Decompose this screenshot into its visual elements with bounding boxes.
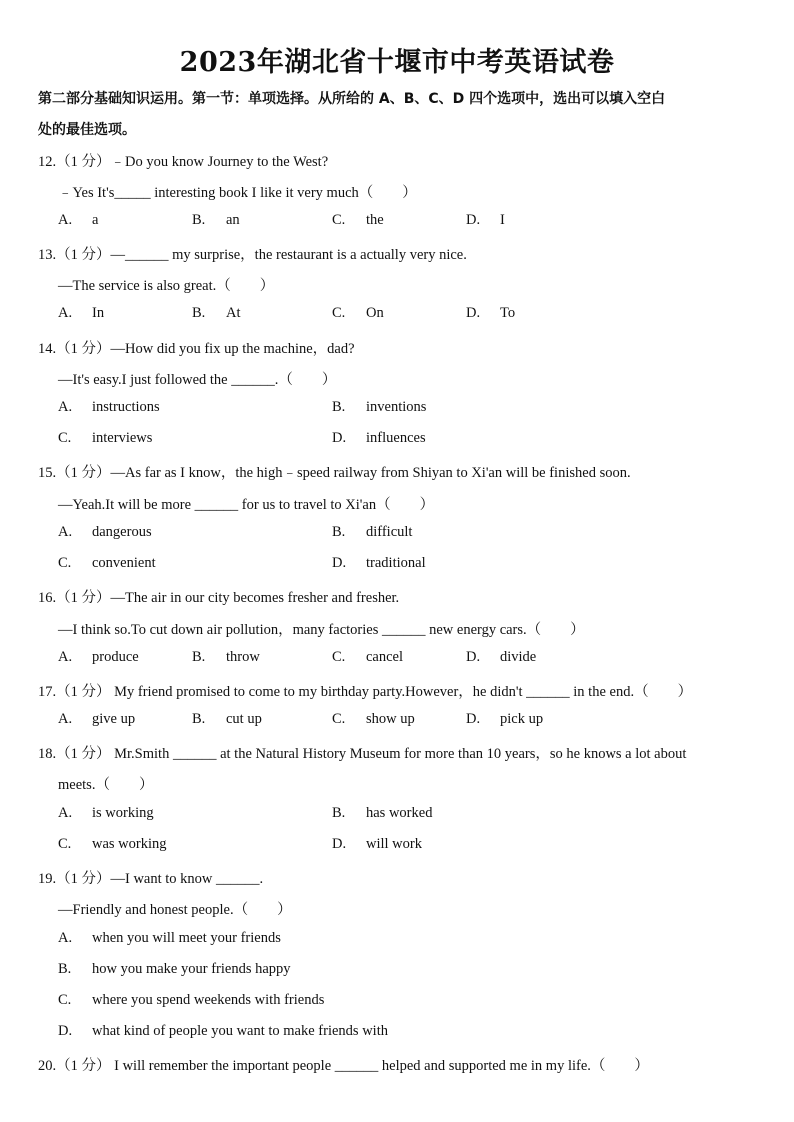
question-18-stem: 18.（1 分） Mr.Smith ______ at the Natural History Museum for more than 10 years，so he knows a lot about [38, 746, 687, 762]
question-16-response: —I think so.To cut down air pollution，many factories ______ new energy cars.（ ） [58, 622, 585, 638]
option-text: has worked [366, 805, 433, 821]
option-19-d [58, 1023, 388, 1040]
option-letter: A. [58, 399, 73, 415]
option-letter: C. [58, 555, 72, 571]
option-text: show up [366, 711, 415, 727]
option-text: dangerous [92, 524, 152, 540]
option-text: throw [226, 649, 260, 665]
option-letter: D. [332, 555, 347, 571]
option-16-b [192, 649, 260, 666]
option-letter: A. [58, 805, 73, 821]
question-18-stem-cont: meets.（ ） [58, 777, 154, 793]
question-19-response: —Friendly and honest people.（ ） [58, 902, 292, 918]
option-letter: D. [332, 836, 347, 852]
option-letter: D. [466, 212, 481, 228]
option-letter: B. [192, 649, 206, 665]
question-14-stem: 14.（1 分）—How did you fix up the machine，dad? [38, 341, 355, 357]
option-text: what kind of people you want to make friends with [92, 1023, 388, 1039]
option-19-c [58, 992, 324, 1009]
question-20-stem: 20.（1 分） I will remember the important people ______ helped and supported me in my life.（ ） [38, 1058, 649, 1074]
question-13-response: —The service is also great.（ ） [58, 278, 275, 294]
option-16-a [58, 649, 139, 666]
option-text: cut up [226, 711, 262, 727]
option-18-d [332, 836, 422, 853]
option-text: divide [500, 649, 537, 665]
option-19-b [58, 961, 291, 978]
option-letter: C. [58, 992, 72, 1008]
option-text: I [500, 212, 505, 228]
option-letter: A. [58, 930, 73, 946]
option-15-d [332, 555, 426, 572]
question-15-stem: 15.（1 分）—As far as I know，the high﹣speed railway from Shiyan to Xi'an will be finished soon. [38, 465, 631, 481]
option-letter: B. [192, 212, 206, 228]
option-letter: C. [332, 649, 346, 665]
option-text: the [366, 212, 384, 228]
option-letter: A. [58, 305, 73, 321]
option-letter: A. [58, 649, 73, 665]
option-text: instructions [92, 399, 160, 415]
option-text: a [92, 212, 99, 228]
question-12-response: ﹣Yes It's_____ interesting book I like it very much（ ） [58, 185, 417, 201]
option-letter: C. [332, 305, 346, 321]
option-letter: B. [332, 524, 346, 540]
option-14-a [58, 399, 160, 416]
option-letter: C. [332, 711, 346, 727]
option-letter: B. [192, 305, 206, 321]
question-15-response: —Yeah.It will be more ______ for us to travel to Xi'an（ ） [58, 497, 435, 513]
option-text: In [92, 305, 105, 321]
option-text: give up [92, 711, 136, 727]
option-text: will work [366, 836, 422, 852]
option-letter: A. [58, 524, 73, 540]
option-text: is working [92, 805, 154, 821]
option-text: produce [92, 649, 139, 665]
option-letter: C. [58, 836, 72, 852]
option-text: where you spend weekends with friends [92, 992, 325, 1008]
question-14-response: —It's easy.I just followed the ______.（ ） [58, 372, 337, 388]
option-17-c [332, 711, 415, 728]
option-17-b [192, 711, 262, 728]
option-13-d [466, 305, 515, 322]
option-16-d [466, 649, 536, 666]
option-text: interviews [92, 430, 153, 446]
option-19-a [58, 930, 281, 947]
option-text: how you make your friends happy [92, 961, 291, 977]
option-text: cancel [366, 649, 404, 665]
option-letter: C. [58, 430, 72, 446]
option-15-b [332, 524, 412, 541]
option-letter: D. [332, 430, 347, 446]
option-13-c [332, 305, 384, 322]
question-16-stem: 16.（1 分）—The air in our city becomes fresher and fresher. [38, 590, 400, 606]
question-19-stem: 19.（1 分）—I want to know ______. [38, 871, 264, 887]
option-letter: B. [192, 711, 206, 727]
option-18-c [58, 836, 167, 853]
option-letter: B. [332, 399, 346, 415]
option-text: an [226, 212, 240, 228]
option-16-c [332, 649, 403, 666]
option-12-b [192, 212, 240, 229]
option-letter: B. [58, 961, 72, 977]
option-letter: A. [58, 711, 73, 727]
section-instructions-cont: 处的最佳选项。 [38, 122, 136, 138]
option-letter: A. [58, 212, 73, 228]
option-text: To [500, 305, 516, 321]
option-14-d [332, 430, 426, 447]
section-instructions: 第二部分基础知识运用。第一节：单项选择。从所给的 A、B、C、D 四个选项中，选出可以填入空白 [38, 91, 666, 107]
option-letter: B. [332, 805, 346, 821]
question-13-stem: 13.（1 分）—______ my surprise，the restaurant is a actually very nice. [38, 247, 467, 263]
option-text: pick up [500, 711, 544, 727]
option-18-a [58, 805, 154, 822]
option-13-a [58, 305, 104, 322]
option-text: convenient [92, 555, 156, 571]
option-12-d [466, 212, 505, 229]
question-17-stem: 17.（1 分） My friend promised to come to my birthday party.However，he didn't ______ in the end.（ ） [38, 684, 693, 700]
option-text: when you will meet your friends [92, 930, 281, 946]
option-text: At [226, 305, 241, 321]
option-13-b [192, 305, 241, 322]
option-letter: D. [466, 649, 481, 665]
option-text: influences [366, 430, 426, 446]
option-15-c [58, 555, 156, 572]
option-letter: D. [58, 1023, 73, 1039]
option-letter: D. [466, 711, 481, 727]
option-12-a [58, 212, 98, 229]
option-text: inventions [366, 399, 427, 415]
option-17-d [466, 711, 543, 728]
option-text: difficult [366, 524, 413, 540]
option-letter: C. [332, 212, 346, 228]
option-17-a [58, 711, 135, 728]
option-14-c [58, 430, 152, 447]
option-18-b [332, 805, 432, 822]
page-title: 2023年湖北省十堰市中考英语试卷 [179, 47, 615, 78]
option-text: was working [92, 836, 167, 852]
option-15-a [58, 524, 152, 541]
option-14-b [332, 399, 426, 416]
option-12-c [332, 212, 384, 229]
option-text: traditional [366, 555, 426, 571]
option-letter: D. [466, 305, 481, 321]
option-text: On [366, 305, 384, 321]
question-12-stem: 12.（1 分）﹣Do you know Journey to the West? [38, 154, 329, 170]
